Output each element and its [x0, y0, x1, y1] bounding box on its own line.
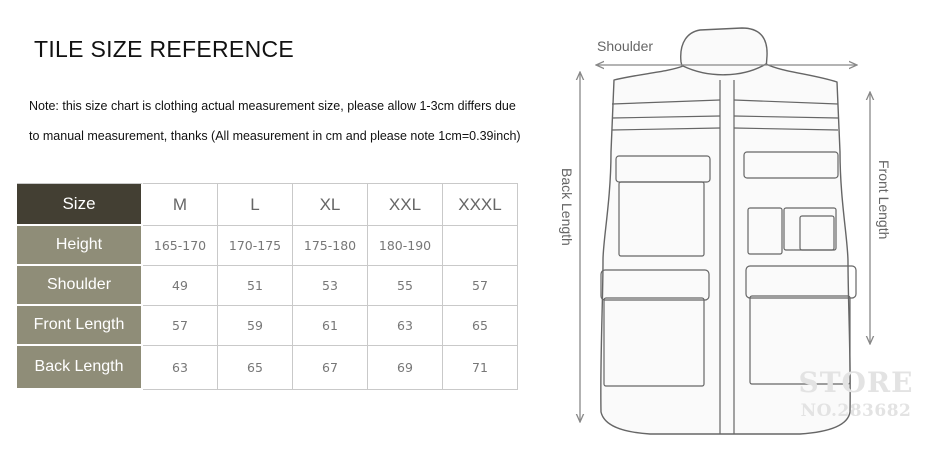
size-column-xxl: XXL [368, 183, 443, 226]
table-cell: 71 [443, 346, 518, 390]
table-cell: 57 [443, 266, 518, 306]
size-column-l: L [218, 183, 293, 226]
watermark-line-2: NO.283682 [800, 401, 912, 421]
note-line-2: to manual measurement, thanks (All measurement in cm and please note 1cm=0.39inch) [29, 129, 521, 143]
table-cell [443, 226, 518, 266]
table-cell: 59 [218, 306, 293, 346]
size-column-m: M [143, 183, 218, 226]
table-cell: 55 [368, 266, 443, 306]
watermark-line-1: STORE [798, 366, 914, 399]
table-cell: 180-190 [368, 226, 443, 266]
table-cell: 61 [293, 306, 368, 346]
table-cell: 165-170 [143, 226, 218, 266]
table-cell: 175-180 [293, 226, 368, 266]
size-column-xxxl: XXXL [443, 183, 518, 226]
table-cell: 63 [143, 346, 218, 390]
table-header-row [17, 183, 518, 226]
back-length-label: Back Length [559, 168, 575, 246]
table-cell: 65 [443, 306, 518, 346]
store-watermark [794, 366, 918, 439]
size-header-label: Size [17, 183, 143, 226]
table-cell: 170-175 [218, 226, 293, 266]
table-cell: 67 [293, 346, 368, 390]
note-line-1: Note: this size chart is clothing actual measurement size, please allow 1-3cm differs due [29, 99, 516, 113]
row-label-shoulder: Shoulder [17, 266, 143, 306]
page-title: TILE SIZE REFERENCE [34, 36, 295, 62]
table-cell: 49 [143, 266, 218, 306]
table-cell: 53 [293, 266, 368, 306]
table-cell: 57 [143, 306, 218, 346]
table-cell: 69 [368, 346, 443, 390]
size-table [17, 183, 518, 390]
shoulder-label: Shoulder [597, 38, 654, 54]
front-length-label: Front Length [876, 160, 892, 240]
row-label-height: Height [17, 226, 143, 266]
table-row-height [17, 226, 518, 266]
table-cell: 65 [218, 346, 293, 390]
table-row-back-length [17, 346, 518, 390]
table-cell: 51 [218, 266, 293, 306]
row-label-back-length: Back Length [17, 346, 143, 390]
table-row-front-length [17, 306, 518, 346]
table-cell: 63 [368, 306, 443, 346]
size-column-xl: XL [293, 183, 368, 226]
row-label-front-length: Front Length [17, 306, 143, 346]
table-row-shoulder [17, 266, 518, 306]
